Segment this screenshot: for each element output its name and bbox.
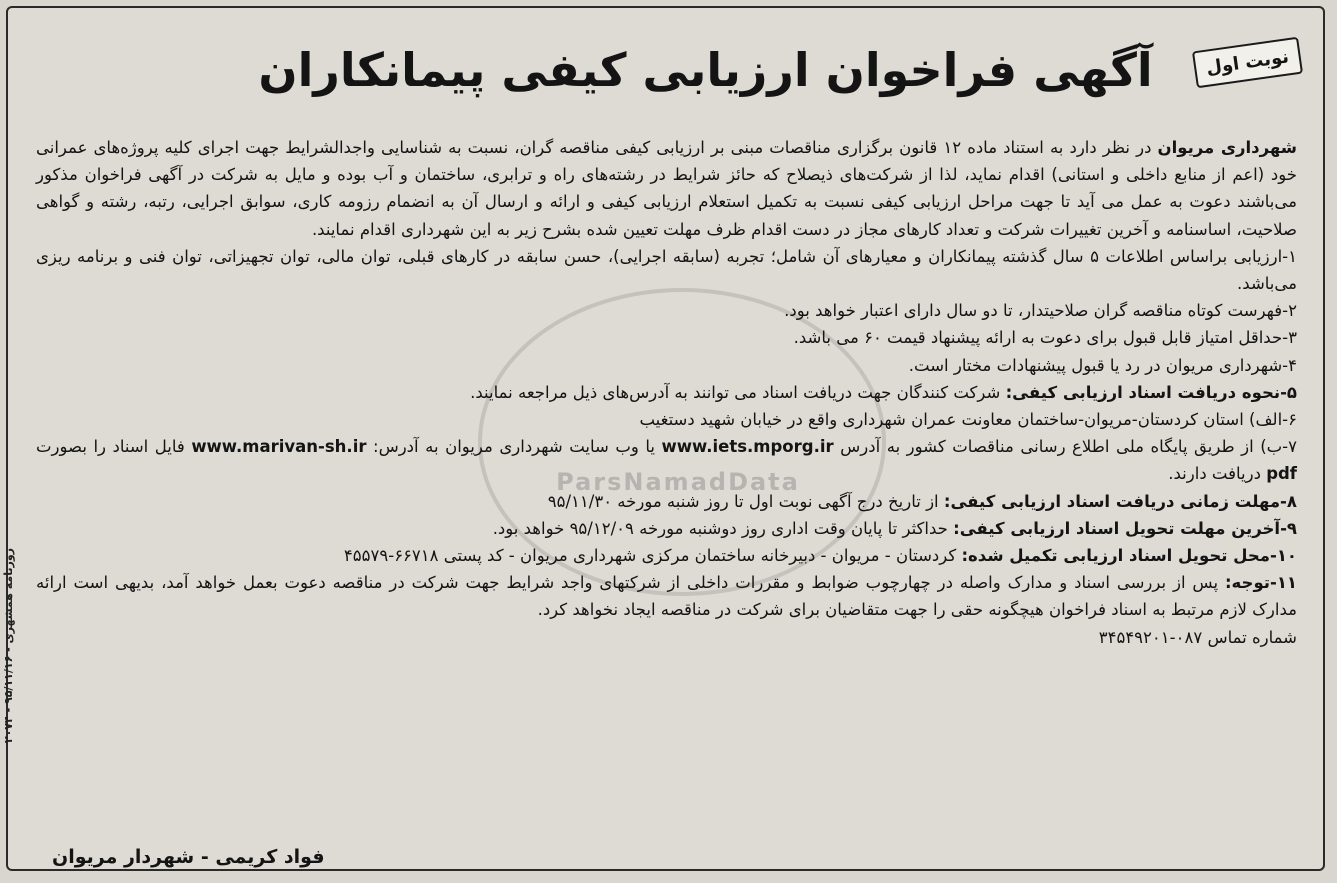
signature-line: فواد کریمی - شهردار مریوان bbox=[52, 846, 325, 868]
item-8-text: از تاریخ درج آگهی نوبت اول تا روز شنبه مورخه ۹۵/۱۱/۳۰ bbox=[547, 491, 944, 511]
item-10-lead: ۱۰-محل تحویل اسناد ارزیابی تکمیل شده: bbox=[961, 546, 1297, 566]
item-8-lead: ۸-مهلت زمانی دریافت اسناد ارزیابی کیفی: bbox=[943, 491, 1297, 511]
watermark-text: ParsNamadData bbox=[556, 468, 800, 496]
item-6: ۶-الف) استان کردستان-مریوان-ساختمان معاونت عمران شهرداری واقع در خیابان شهید دستغیب bbox=[639, 410, 1297, 430]
item-4: ۴-شهرداری مریوان در رد یا قبول پیشنهادات مختار است. bbox=[908, 355, 1297, 375]
contact-phone: شماره تماس ۰۸۷-۳۴۵۴۹۲۰۱ bbox=[1098, 627, 1297, 647]
item-10 bbox=[36, 542, 1297, 569]
intro-text: در نظر دارد به استناد ماده ۱۲ قانون برگزاری مناقصات مبنی بر ارزیابی کیفی مناقصه گران، نسبت به شناسایی واجدالشرایط جهت اجرای کلیه پروژه‌های عمرانی خود (اعم از منابع داخلی و استانی) اقدام نماید، لذا از شرکت‌های ذیصلاح که حائز شرایط در رشته‌های راه و ترابری، ساختمان و آب بوده و مایل به شرکت در آگهی فراخوان مذکور می‌باشند دعوت به عمل می آید تا جهت مراحل ارزیابی کیفی نسبت به تکمیل استعلام ارزیابی کیفی و ارائه و ارسال آن به انضمام رزومه کاری، سوابق اجرایی، رتبه، رشته و گواهی صلاحیت، اساسنامه و آخرین تغییرات شرکت و تعداد کارهای مجاز در دست اقدام ظرف مهلت تعیین شده بشرح زیر به این شهرداری اقدام نمایند. bbox=[36, 138, 1297, 239]
item-8 bbox=[36, 488, 1297, 515]
item-11 bbox=[36, 569, 1297, 623]
marivan-site-link[interactable]: www.marivan-sh.ir bbox=[191, 437, 367, 457]
side-label: روزنامه همشهری - ۹۵/۱۱/۱۶ - ۲۰۷۴ bbox=[2, 548, 15, 744]
item-5 bbox=[36, 379, 1297, 406]
item-1: ۱-ارزیابی براساس اطلاعات ۵ سال گذشته پیمانکاران و معیارهای آن شامل؛ تجربه (سابقه اجرایی)، حسن سابقه در کارهای قبلی، توان مالی، توان تجهیزاتی، توان فنی و برنامه ریزی می‌باشد. bbox=[36, 246, 1297, 294]
item-7-text-b: یا وب سایت شهرداری مریوان به آدرس: bbox=[366, 437, 662, 457]
item-3: ۳-حداقل امتیاز قابل قبول برای دعوت به ارائه پیشنهاد قیمت ۶۰ می باشد. bbox=[793, 328, 1297, 348]
item-7-text-c: فایل اسناد را بصورت bbox=[36, 437, 192, 457]
item-7 bbox=[36, 433, 1297, 487]
item-9-lead: ۹-آخرین مهلت تحویل اسناد ارزیابی کیفی: bbox=[953, 518, 1297, 538]
item-10-text: کردستان - مریوان - دبیرخانه ساختمان مرکزی شهرداری مریوان - کد پستی ۶۶۷۱۸-۴۵۵۷۹ bbox=[343, 546, 962, 566]
page-title: آگهی فراخوان ارزیابی کیفی پیمانکاران bbox=[258, 43, 1153, 97]
item-7-text-a: ۷-ب) از طریق پایگاه ملی اطلاع رسانی مناقصات کشور به آدرس bbox=[833, 437, 1298, 457]
item-5-lead: ۵-نحوه دریافت اسناد ارزیابی کیفی: bbox=[1005, 382, 1297, 402]
pdf-label: pdf bbox=[1266, 464, 1297, 484]
item-7-text-d: دریافت دارند. bbox=[1168, 464, 1267, 484]
intro-lead: شهرداری مریوان bbox=[1157, 138, 1297, 157]
edition-badge: نوبت اول bbox=[1192, 37, 1303, 89]
item-11-text: پس از بررسی اسناد و مدارک واصله در چهارچوب ضوابط و مقررات داخلی از شرکتهای واجد شرایط جهت شرکت در مناقصه دعوت بعمل خواهد آمد، بدیهی است ارائه مدارک لازم مرتبط به اسناد فراخوان هیچگونه حقی را جهت متقاضیان برای شرکت در مناقصه ایجاد نخواهد کرد. bbox=[36, 573, 1297, 620]
item-2: ۲-فهرست کوتاه مناقصه گران صلاحیتدار، تا دو سال دارای اعتبار خواهد بود. bbox=[784, 301, 1297, 321]
notice-body bbox=[36, 134, 1297, 651]
item-11-lead: ۱۱-توجه: bbox=[1224, 573, 1297, 593]
item-9-text: حداکثر تا پایان وقت اداری روز دوشنبه مورخه ۹۵/۱۲/۰۹ خواهد بود. bbox=[492, 518, 954, 538]
item-9 bbox=[36, 515, 1297, 542]
notice-page bbox=[2, 6, 1325, 871]
intro-paragraph bbox=[36, 134, 1297, 243]
item-5-text: شرکت کنندگان جهت دریافت اسناد می توانند به آدرس‌های ذیل مراجعه نمایند. bbox=[470, 382, 1006, 402]
iets-link[interactable]: www.iets.mporg.ir bbox=[661, 437, 834, 457]
